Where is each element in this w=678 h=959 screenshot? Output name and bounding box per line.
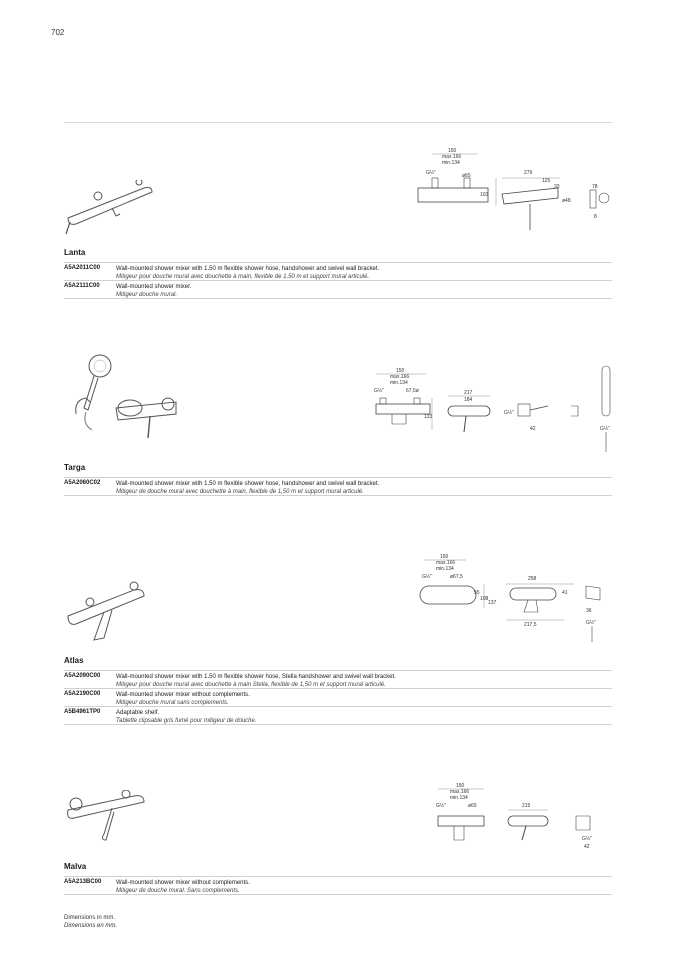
svg-text:125: 125	[542, 178, 551, 184]
product-description: Wall-mounted shower mixer without complements. Mitigeur de douche mural. Sans complements.	[116, 880, 250, 894]
svg-text:ø48: ø48	[562, 198, 571, 204]
table-row	[64, 280, 612, 299]
table-row	[64, 262, 612, 281]
product-code: A5A213BC00	[64, 879, 102, 885]
footer-note: Dimensions in mm. Dimensions en mm.	[64, 915, 118, 929]
svg-text:min.134: min.134	[442, 160, 460, 166]
svg-text:G½": G½"	[586, 620, 596, 626]
svg-text:8: 8	[594, 214, 597, 220]
svg-text:max.166: max.166	[390, 374, 410, 380]
product-code: A5A2090C00	[64, 673, 101, 679]
dim-150: 150	[448, 148, 457, 154]
svg-text:36: 36	[586, 608, 592, 614]
svg-text:G½": G½"	[582, 836, 592, 842]
svg-text:133: 133	[424, 414, 433, 420]
svg-text:G½": G½"	[374, 388, 384, 394]
svg-text:G½": G½"	[422, 574, 432, 580]
product-description: Adaptable shelf. Tablette clipsable gris fumé pour mitigeur de douche.	[116, 710, 257, 724]
targa-technical-drawing	[366, 360, 622, 465]
svg-text:G½": G½"	[426, 170, 436, 176]
svg-text:103: 103	[480, 192, 489, 198]
svg-text:33: 33	[554, 184, 560, 190]
product-description: Wall-mounted shower mixer with 1.50 m flexible shower hose, handshower and swivel wall bracket. Mitigeur pour douche mural avec douchette à main, flexible de 1,50 m et support mural articulé.	[116, 266, 380, 280]
svg-text:max.166: max.166	[436, 560, 456, 566]
product-title: Malva	[64, 862, 87, 871]
svg-text:G½": G½"	[504, 410, 514, 416]
svg-text:min.134: min.134	[390, 380, 408, 386]
svg-text:150: 150	[456, 783, 465, 789]
table-row	[64, 688, 612, 707]
svg-text:G½": G½"	[436, 803, 446, 809]
svg-text:108: 108	[480, 596, 489, 602]
malva-product-image	[64, 790, 164, 855]
svg-text:G½": G½"	[600, 426, 610, 432]
svg-text:215: 215	[522, 803, 531, 809]
malva-technical-drawing	[430, 780, 616, 857]
svg-text:42: 42	[530, 426, 536, 432]
svg-text:67,5ø: 67,5ø	[406, 388, 419, 394]
svg-text:max.166: max.166	[450, 789, 470, 795]
product-title: Atlas	[64, 656, 84, 665]
product-description: Wall-mounted shower mixer without complements. Mitigeur douche mural sans complements.	[116, 692, 250, 706]
lanta-technical-drawing	[412, 144, 617, 239]
atlas-product-image	[64, 578, 164, 653]
svg-text:137: 137	[488, 600, 497, 606]
atlas-technical-drawing	[414, 550, 614, 655]
svg-text:150: 150	[440, 554, 449, 560]
svg-text:55: 55	[474, 590, 480, 596]
svg-text:41: 41	[562, 590, 568, 596]
product-code: A5A2190C00	[64, 691, 101, 697]
table-row	[64, 670, 612, 689]
top-divider	[64, 122, 612, 123]
svg-text:ø65: ø65	[462, 173, 471, 179]
product-code: A5A2011C00	[64, 265, 101, 271]
svg-text:min.134: min.134	[450, 795, 468, 801]
product-code: A5A2111C00	[64, 283, 100, 289]
table-row	[64, 876, 612, 895]
svg-text:217,5: 217,5	[524, 622, 537, 628]
page-number: 702	[51, 28, 65, 37]
svg-text:ø65: ø65	[468, 803, 477, 809]
svg-text:ø67,5: ø67,5	[450, 574, 463, 580]
svg-text:279: 279	[524, 170, 533, 176]
svg-text:min.134: min.134	[436, 566, 454, 572]
product-title: Targa	[64, 463, 86, 472]
table-row	[64, 477, 612, 496]
svg-text:42: 42	[584, 844, 590, 850]
svg-text:258: 258	[528, 576, 537, 582]
product-title: Lanta	[64, 248, 86, 257]
product-description: Wall-mounted shower mixer. Mitigeur douche mural.	[116, 284, 192, 298]
product-code: A5A2060C02	[64, 480, 101, 486]
svg-text:150: 150	[396, 368, 405, 374]
svg-text:78: 78	[592, 184, 598, 190]
lanta-product-image	[64, 180, 164, 245]
product-description: Wall-mounted shower mixer with 1.50 m flexible shower hose, Stella handshower and swivel wall bracket. Mitigeur pour douche mural avec douchette à main Stella, flexible de 1,50 m et support mural articulé.	[116, 674, 396, 688]
product-code: A5B4961TP0	[64, 709, 101, 715]
product-description: Wall-mounted shower mixer with 1.50 m flexible shower hose, handshower and swivel wall bracket. Mitigeur de douche mural avec douchette à main, flexible de 1,50 m et support mural articulé.	[116, 481, 380, 495]
svg-text:max.166: max.166	[442, 154, 462, 160]
targa-product-image	[64, 352, 184, 447]
table-row	[64, 706, 612, 725]
svg-text:184: 184	[464, 397, 473, 403]
svg-text:217: 217	[464, 390, 473, 396]
